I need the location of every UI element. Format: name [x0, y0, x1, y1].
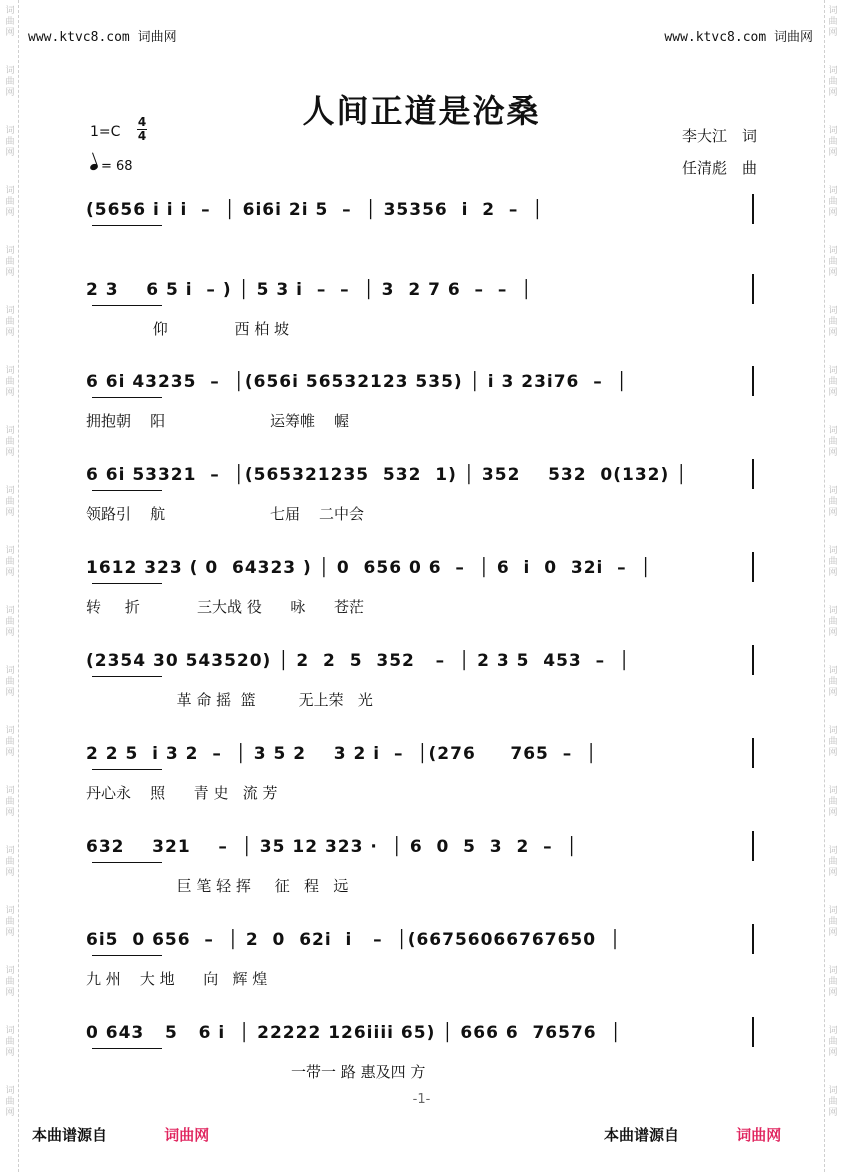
- watermark-text: 词曲网: [5, 486, 15, 518]
- tempo-marking: [90, 159, 133, 174]
- watermark-text: 词曲网: [5, 666, 15, 698]
- notation-text: 6 6i 43235 – │(656i 56532123 535) │ i 3 23i76 – │: [86, 372, 628, 392]
- barline: [752, 1017, 754, 1047]
- watermark-text: 词曲网: [5, 1026, 15, 1058]
- watermark-text: 词曲网: [828, 726, 838, 758]
- beat-underline: [92, 1048, 162, 1049]
- watermark-text: 词曲网: [828, 966, 838, 998]
- watermark-text: 词曲网: [5, 1086, 15, 1118]
- beat-underline: [92, 769, 162, 770]
- watermark-text: 词曲网: [828, 126, 838, 158]
- lyricist-credit: 李大江 词: [681, 127, 757, 145]
- key-signature: 1=C: [90, 124, 121, 140]
- watermark-text: 词曲网: [5, 606, 15, 638]
- watermark-text: 词曲网: [828, 846, 838, 878]
- watermark-text: 词曲网: [5, 66, 15, 98]
- watermark-text: 词曲网: [5, 546, 15, 578]
- time-top: 4: [137, 115, 147, 129]
- lyric-text: 仰 西 柏 坡: [86, 320, 290, 338]
- barline: [752, 274, 754, 304]
- watermark-text: 词曲网: [5, 246, 15, 278]
- watermark-text: 词曲网: [5, 966, 15, 998]
- song-title: 人间正道是沧桑: [302, 92, 541, 130]
- barline: [752, 924, 754, 954]
- watermark-text: 词曲网: [5, 6, 15, 38]
- watermark-text: 词曲网: [828, 1086, 838, 1118]
- watermark-text: 词曲网: [828, 1026, 838, 1058]
- lyric-text: 拥抱朝 阳 运筹帷 幄: [86, 412, 350, 430]
- watermark-text: 词曲网: [5, 426, 15, 458]
- right-watermark-strip: [824, 0, 841, 1172]
- time-signature: [137, 116, 147, 143]
- page-number: -1-: [412, 1092, 431, 1107]
- lyric-text: 一带一 路 惠及四 方: [86, 1063, 426, 1081]
- lyric-text: 丹心永 照 青 史 流 芳: [86, 784, 278, 802]
- beat-underline: [92, 583, 162, 584]
- watermark-text: 词曲网: [828, 366, 838, 398]
- barline: [752, 831, 754, 861]
- header-right-url[interactable]: www.ktvc8.com 词曲网: [664, 30, 813, 45]
- beat-underline: [92, 676, 162, 677]
- watermark-text: 词曲网: [5, 906, 15, 938]
- lyric-text: 巨 笔 轻 挥 征 程 远: [86, 877, 349, 895]
- barline: [752, 645, 754, 675]
- notation-text: 6i5 0 656 – │ 2 0 62i i – │(66756066767650 │: [86, 930, 622, 950]
- watermark-text: 词曲网: [5, 186, 15, 218]
- watermark-text: 词曲网: [5, 726, 15, 758]
- beat-underline: [92, 397, 162, 398]
- watermark-text: 词曲网: [828, 186, 838, 218]
- quarter-note-icon: [89, 163, 99, 171]
- beat-underline: [92, 955, 162, 956]
- header-left-url[interactable]: www.ktvc8.com 词曲网: [28, 30, 177, 45]
- watermark-text: 词曲网: [5, 366, 15, 398]
- time-bottom: 4: [137, 129, 147, 143]
- beat-underline: [92, 862, 162, 863]
- watermark-text: 词曲网: [828, 606, 838, 638]
- watermark-text: 词曲网: [828, 546, 838, 578]
- lyric-text: 转 折 三大战 役 咏 苍茫: [86, 598, 365, 616]
- beat-underline: [92, 305, 162, 306]
- watermark-text: 词曲网: [828, 306, 838, 338]
- footer-right: [604, 1124, 781, 1145]
- footer-left: [32, 1124, 209, 1145]
- footer-left-label: 本曲谱源自: [32, 1126, 108, 1144]
- watermark-text: 词曲网: [828, 66, 838, 98]
- barline: [752, 459, 754, 489]
- barline: [752, 366, 754, 396]
- watermark-text: 词曲网: [828, 906, 838, 938]
- notation-text: (2354 30 543520) │ 2 2 5 352 – │ 2 3 5 453 – │: [86, 651, 631, 671]
- lyric-text: 领路引 航 七届 二中会: [86, 505, 365, 523]
- notation-text: (5656 i i i – │ 6i6i 2i 5 – │ 35356 i 2 – │: [86, 200, 544, 220]
- watermark-text: 词曲网: [828, 666, 838, 698]
- beat-underline: [92, 225, 162, 226]
- watermark-text: 词曲网: [828, 6, 838, 38]
- watermark-text: 词曲网: [828, 246, 838, 278]
- notation-text: 2 2 5 i 3 2 – │ 3 5 2 3 2 i – │(276 765 – │: [86, 744, 598, 764]
- barline: [752, 194, 754, 224]
- watermark-text: 词曲网: [828, 786, 838, 818]
- composer-credit: 任清彪 曲: [681, 159, 757, 177]
- beat-underline: [92, 490, 162, 491]
- notation-text: 1612 323 ( 0 64323 ) │ 0 656 0 6 – │ 6 i 0 32i – │: [86, 558, 652, 578]
- footer-right-label: 本曲谱源自: [604, 1126, 680, 1144]
- lyric-text: 革 命 摇 篮 无上荣 光: [86, 691, 373, 709]
- notation-text: 2 3 6 5 i – ) │ 5 3 i – – │ 3 2 7 6 – – │: [86, 280, 533, 300]
- watermark-text: 词曲网: [828, 426, 838, 458]
- watermark-text: 词曲网: [5, 786, 15, 818]
- watermark-text: 词曲网: [5, 126, 15, 158]
- watermark-text: 词曲网: [828, 486, 838, 518]
- notation-text: 632 321 – │ 35 12 323 · │ 6 0 5 3 2 – │: [86, 837, 578, 857]
- footer-right-brand[interactable]: 词曲网: [736, 1126, 782, 1144]
- barline: [752, 738, 754, 768]
- barline: [752, 552, 754, 582]
- footer-left-brand[interactable]: 词曲网: [164, 1126, 210, 1144]
- left-watermark-strip: [2, 0, 19, 1172]
- lyric-text: 九 州 大 地 向 辉 煌: [86, 970, 268, 988]
- watermark-text: 词曲网: [5, 846, 15, 878]
- watermark-text: 词曲网: [5, 306, 15, 338]
- tempo-value: = 68: [101, 159, 133, 174]
- notation-text: 6 6i 53321 – │(565321235 532 1) │ 352 532 0(132) │: [86, 465, 688, 485]
- notation-text: 0 643 5 6 i │ 22222 126iiii 65) │ 666 6 76576 │: [86, 1023, 622, 1043]
